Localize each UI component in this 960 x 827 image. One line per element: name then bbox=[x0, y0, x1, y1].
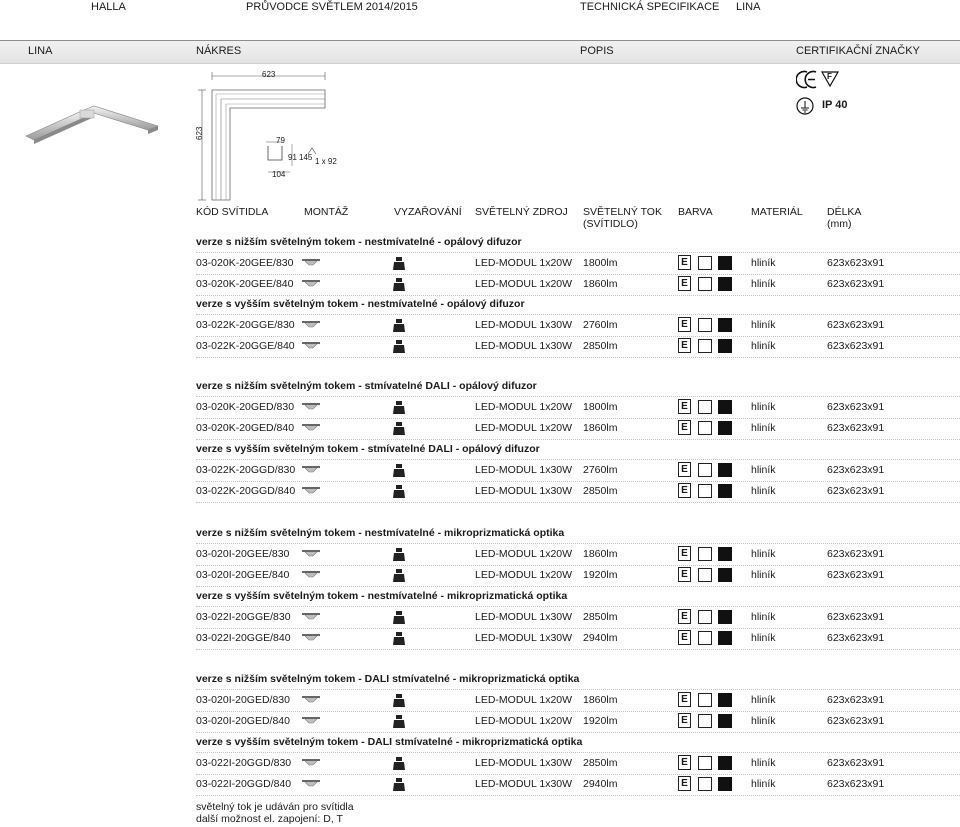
direct-beam-icon bbox=[393, 484, 405, 499]
table-row[interactable] bbox=[0, 253, 960, 274]
footnote-flux: světelný tok je udáván pro svítidla bbox=[196, 801, 354, 813]
luminous-flux: 2760lm bbox=[583, 319, 618, 331]
color-swatch-white bbox=[698, 693, 712, 707]
direct-beam-icon bbox=[393, 400, 405, 415]
color-badge: E bbox=[678, 692, 691, 707]
technical-drawing bbox=[190, 64, 335, 204]
light-source: LED-MODUL 1x20W bbox=[475, 694, 573, 706]
table-row[interactable] bbox=[0, 481, 960, 502]
table-row[interactable] bbox=[0, 418, 960, 439]
group-title: verze s vyšším světelným tokem - nestmívatelné - mikroprizmatická optika bbox=[196, 590, 568, 602]
light-source: LED-MODUL 1x20W bbox=[475, 401, 573, 413]
col-length: DÉLKA (mm) bbox=[827, 206, 862, 230]
dimensions: 623x623x91 bbox=[827, 757, 885, 769]
luminous-flux: 2850lm bbox=[583, 340, 618, 352]
ip-rating: IP 40 bbox=[822, 99, 848, 111]
color-swatch-black bbox=[718, 400, 732, 414]
luminous-flux: 1860lm bbox=[583, 422, 618, 434]
dim-145: 145 bbox=[299, 153, 313, 162]
surface-mount-icon bbox=[301, 570, 321, 580]
color-swatch-black bbox=[718, 318, 732, 332]
group-title: verze s vyšším světelným tokem - stmívatelné DALI - opálový difuzor bbox=[196, 443, 540, 455]
color-swatch-white bbox=[698, 631, 712, 645]
luminous-flux: 2760lm bbox=[583, 464, 618, 476]
table-row[interactable] bbox=[0, 397, 960, 418]
light-source: LED-MODUL 1x20W bbox=[475, 278, 573, 290]
luminous-flux: 1860lm bbox=[583, 548, 618, 560]
material: hliník bbox=[751, 278, 776, 290]
light-source: LED-MODUL 1x30W bbox=[475, 611, 573, 623]
direct-beam-icon bbox=[393, 756, 405, 771]
dim-79: 79 bbox=[276, 136, 285, 145]
section-product: LINA bbox=[28, 45, 53, 57]
col-code: KÓD SVÍTIDLA bbox=[196, 206, 269, 218]
dimensions: 623x623x91 bbox=[827, 485, 885, 497]
product-code: 03-022K-20GGE/840 bbox=[196, 340, 295, 352]
product-code: 03-020I-20GED/830 bbox=[196, 694, 290, 706]
group-title: verze s nižším světelným tokem - DALI stmívatelné - mikroprizmatická optika bbox=[196, 673, 580, 685]
surface-mount-icon bbox=[301, 612, 321, 622]
luminous-flux: 1860lm bbox=[583, 278, 618, 290]
product-code: 03-022I-20GGD/840 bbox=[196, 778, 292, 790]
material: hliník bbox=[751, 757, 776, 769]
row-separator bbox=[196, 795, 960, 796]
color-badge: E bbox=[678, 755, 691, 770]
surface-mount-icon bbox=[301, 695, 321, 705]
top-nav bbox=[0, 0, 960, 17]
dimensions: 623x623x91 bbox=[827, 278, 885, 290]
color-badge: E bbox=[678, 546, 691, 561]
color-badge: E bbox=[678, 609, 691, 624]
luminous-flux: 2850lm bbox=[583, 485, 618, 497]
dimensions: 623x623x91 bbox=[827, 715, 885, 727]
luminous-flux: 1800lm bbox=[583, 401, 618, 413]
color-badge: E bbox=[678, 713, 691, 728]
luminous-flux: 1920lm bbox=[583, 715, 618, 727]
color-swatch-white bbox=[698, 400, 712, 414]
color-badge: E bbox=[678, 255, 691, 270]
material: hliník bbox=[751, 611, 776, 623]
color-swatch-white bbox=[698, 714, 712, 728]
group-title: verze s nižším světelným tokem - nestmívatelné - mikroprizmatická optika bbox=[196, 527, 565, 539]
light-source: LED-MODUL 1x20W bbox=[475, 422, 573, 434]
dimensions: 623x623x91 bbox=[827, 611, 885, 623]
color-badge: E bbox=[678, 483, 691, 498]
dim-104: 104 bbox=[272, 170, 286, 179]
direct-beam-icon bbox=[393, 256, 405, 271]
color-swatch-black bbox=[718, 277, 732, 291]
col-color: BARVA bbox=[678, 206, 713, 218]
table-row[interactable] bbox=[0, 544, 960, 565]
color-swatch-black bbox=[718, 547, 732, 561]
row-separator bbox=[196, 586, 960, 587]
product-code: 03-020K-20GEE/840 bbox=[196, 278, 294, 290]
dimensions: 623x623x91 bbox=[827, 319, 885, 331]
product-code: 03-022K-20GGD/840 bbox=[196, 485, 296, 497]
light-source: LED-MODUL 1x30W bbox=[475, 319, 573, 331]
dimensions: 623x623x91 bbox=[827, 401, 885, 413]
row-separator bbox=[196, 502, 960, 503]
material: hliník bbox=[751, 401, 776, 413]
dimensions: 623x623x91 bbox=[827, 694, 885, 706]
surface-mount-icon bbox=[301, 320, 321, 330]
col-material: MATERIÁL bbox=[751, 206, 803, 218]
surface-mount-icon bbox=[301, 486, 321, 496]
dimensions: 623x623x91 bbox=[827, 548, 885, 560]
product-code: 03-020K-20GED/830 bbox=[196, 401, 295, 413]
nav-guide[interactable]: PRŮVODCE SVĚTLEM 2014/2015 bbox=[246, 1, 418, 13]
surface-mount-icon bbox=[301, 465, 321, 475]
color-swatch-white bbox=[698, 484, 712, 498]
color-swatch-white bbox=[698, 256, 712, 270]
material: hliník bbox=[751, 319, 776, 331]
color-badge: E bbox=[678, 276, 691, 291]
col-mounting: MONTÁŽ bbox=[304, 206, 349, 218]
light-source: LED-MODUL 1x20W bbox=[475, 257, 573, 269]
product-code: 03-022K-20GGE/830 bbox=[196, 319, 295, 331]
material: hliník bbox=[751, 694, 776, 706]
color-swatch-black bbox=[718, 714, 732, 728]
product-code: 03-020I-20GEE/830 bbox=[196, 548, 290, 560]
row-separator bbox=[196, 295, 960, 296]
light-source: LED-MODUL 1x30W bbox=[475, 632, 573, 644]
product-code: 03-020I-20GEE/840 bbox=[196, 569, 290, 581]
table-row[interactable] bbox=[0, 690, 960, 711]
color-swatch-black bbox=[718, 777, 732, 791]
col-radiation: VYZAŘOVÁNÍ bbox=[394, 206, 462, 218]
color-swatch-white bbox=[698, 277, 712, 291]
color-badge: E bbox=[678, 338, 691, 353]
color-badge: E bbox=[678, 776, 691, 791]
product-code: 03-020I-20GED/840 bbox=[196, 715, 290, 727]
dim-width: 623 bbox=[262, 70, 276, 79]
light-source: LED-MODUL 1x30W bbox=[475, 464, 573, 476]
color-badge: E bbox=[678, 317, 691, 332]
color-swatch-black bbox=[718, 610, 732, 624]
direct-beam-icon bbox=[393, 693, 405, 708]
color-swatch-black bbox=[718, 421, 732, 435]
section-drawing: NÁKRES bbox=[196, 45, 242, 57]
table-row[interactable] bbox=[0, 315, 960, 336]
light-source: LED-MODUL 1x20W bbox=[475, 715, 573, 727]
color-swatch-black bbox=[718, 484, 732, 498]
dimensions: 623x623x91 bbox=[827, 257, 885, 269]
luminous-flux: 2940lm bbox=[583, 778, 618, 790]
product-code: 03-022I-20GGE/840 bbox=[196, 632, 291, 644]
table-row[interactable] bbox=[0, 628, 960, 649]
nav-technical-spec[interactable]: TECHNICKÁ SPECIFIKACE bbox=[580, 1, 720, 13]
lamp-label: 1 x 92 bbox=[315, 157, 337, 166]
section-certification: CERTIFIKAČNÍ ZNAČKY bbox=[796, 45, 920, 57]
group-title: verze s nižším světelným tokem - nestmívatelné - opálový difuzor bbox=[196, 236, 522, 248]
direct-beam-icon bbox=[393, 610, 405, 625]
luminous-flux: 1800lm bbox=[583, 257, 618, 269]
col-source: SVĚTELNÝ ZDROJ bbox=[475, 206, 568, 218]
color-swatch-white bbox=[698, 777, 712, 791]
dim-height: 623 bbox=[195, 126, 204, 140]
surface-mount-icon bbox=[301, 758, 321, 768]
direct-beam-icon bbox=[393, 318, 405, 333]
group-title: verze s vyšším světelným tokem - nestmívatelné - opálový difuzor bbox=[196, 298, 525, 310]
color-swatch-white bbox=[698, 339, 712, 353]
f-mark-label: F bbox=[827, 72, 832, 81]
color-swatch-black bbox=[718, 256, 732, 270]
table-row[interactable] bbox=[0, 753, 960, 774]
surface-mount-icon bbox=[301, 258, 321, 268]
color-swatch-white bbox=[698, 610, 712, 624]
light-source: LED-MODUL 1x30W bbox=[475, 340, 573, 352]
table-row[interactable] bbox=[0, 274, 960, 295]
product-code: 03-020K-20GED/840 bbox=[196, 422, 295, 434]
color-swatch-white bbox=[698, 547, 712, 561]
surface-mount-icon bbox=[301, 279, 321, 289]
color-swatch-white bbox=[698, 568, 712, 582]
direct-beam-icon bbox=[393, 421, 405, 436]
col-flux: SVĚTELNÝ TOK (SVÍTIDLO) bbox=[583, 206, 662, 230]
product-code: 03-020K-20GEE/830 bbox=[196, 257, 294, 269]
row-separator bbox=[196, 732, 960, 733]
light-source: LED-MODUL 1x20W bbox=[475, 569, 573, 581]
color-swatch-white bbox=[698, 463, 712, 477]
material: hliník bbox=[751, 464, 776, 476]
luminous-flux: 1860lm bbox=[583, 694, 618, 706]
direct-beam-icon bbox=[393, 463, 405, 478]
surface-mount-icon bbox=[301, 549, 321, 559]
section-header bbox=[0, 40, 960, 64]
dimensions: 623x623x91 bbox=[827, 422, 885, 434]
light-source: LED-MODUL 1x30W bbox=[475, 757, 573, 769]
color-badge: E bbox=[678, 399, 691, 414]
product-code: 03-022I-20GGE/830 bbox=[196, 611, 291, 623]
group-title: verze s vyšším světelným tokem - DALI stmívatelné - mikroprizmatická optika bbox=[196, 736, 583, 748]
surface-mount-icon bbox=[301, 716, 321, 726]
material: hliník bbox=[751, 548, 776, 560]
direct-beam-icon bbox=[393, 714, 405, 729]
row-separator bbox=[196, 357, 960, 358]
dimensions: 623x623x91 bbox=[827, 569, 885, 581]
row-separator bbox=[196, 439, 960, 440]
color-swatch-black bbox=[718, 339, 732, 353]
luminous-flux: 2850lm bbox=[583, 757, 618, 769]
dimensions: 623x623x91 bbox=[827, 464, 885, 476]
surface-mount-icon bbox=[301, 423, 321, 433]
color-badge: E bbox=[678, 462, 691, 477]
nav-product[interactable]: LINA bbox=[736, 1, 761, 13]
section-description: POPIS bbox=[580, 45, 614, 57]
product-code: 03-022K-20GGD/830 bbox=[196, 464, 296, 476]
dimensions: 623x623x91 bbox=[827, 632, 885, 644]
product-photo bbox=[22, 96, 162, 156]
surface-mount-icon bbox=[301, 341, 321, 351]
direct-beam-icon bbox=[393, 277, 405, 292]
luminous-flux: 2940lm bbox=[583, 632, 618, 644]
material: hliník bbox=[751, 422, 776, 434]
color-swatch-white bbox=[698, 756, 712, 770]
material: hliník bbox=[751, 257, 776, 269]
dimensions: 623x623x91 bbox=[827, 340, 885, 352]
table-row[interactable] bbox=[0, 774, 960, 795]
table-row[interactable] bbox=[0, 565, 960, 586]
surface-mount-icon bbox=[301, 779, 321, 789]
light-source: LED-MODUL 1x20W bbox=[475, 548, 573, 560]
material: hliník bbox=[751, 485, 776, 497]
material: hliník bbox=[751, 632, 776, 644]
color-badge: E bbox=[678, 420, 691, 435]
group-title: verze s nižším světelným tokem - stmívatelné DALI - opálový difuzor bbox=[196, 380, 537, 392]
table-row[interactable] bbox=[0, 711, 960, 732]
color-badge: E bbox=[678, 630, 691, 645]
light-source: LED-MODUL 1x30W bbox=[475, 778, 573, 790]
dimensions: 623x623x91 bbox=[827, 778, 885, 790]
luminous-flux: 1920lm bbox=[583, 569, 618, 581]
product-code: 03-022I-20GGD/830 bbox=[196, 757, 292, 769]
nav-brand[interactable]: HALLA bbox=[91, 1, 126, 13]
material: hliník bbox=[751, 715, 776, 727]
color-swatch-black bbox=[718, 693, 732, 707]
direct-beam-icon bbox=[393, 568, 405, 583]
table-row[interactable] bbox=[0, 336, 960, 357]
color-swatch-white bbox=[698, 318, 712, 332]
color-swatch-black bbox=[718, 631, 732, 645]
light-source: LED-MODUL 1x30W bbox=[475, 485, 573, 497]
direct-beam-icon bbox=[393, 547, 405, 562]
color-swatch-white bbox=[698, 421, 712, 435]
dim-91: 91 bbox=[288, 153, 297, 162]
direct-beam-icon bbox=[393, 339, 405, 354]
surface-mount-icon bbox=[301, 633, 321, 643]
color-swatch-black bbox=[718, 463, 732, 477]
color-swatch-black bbox=[718, 568, 732, 582]
material: hliník bbox=[751, 778, 776, 790]
color-swatch-black bbox=[718, 756, 732, 770]
direct-beam-icon bbox=[393, 631, 405, 646]
row-separator bbox=[196, 649, 960, 650]
material: hliník bbox=[751, 569, 776, 581]
table-row[interactable] bbox=[0, 460, 960, 481]
direct-beam-icon bbox=[393, 777, 405, 792]
table-row[interactable] bbox=[0, 607, 960, 628]
color-badge: E bbox=[678, 567, 691, 582]
luminous-flux: 2850lm bbox=[583, 611, 618, 623]
footnote-wiring: další možnost el. zapojení: D, T bbox=[196, 813, 343, 825]
surface-mount-icon bbox=[301, 402, 321, 412]
material: hliník bbox=[751, 340, 776, 352]
